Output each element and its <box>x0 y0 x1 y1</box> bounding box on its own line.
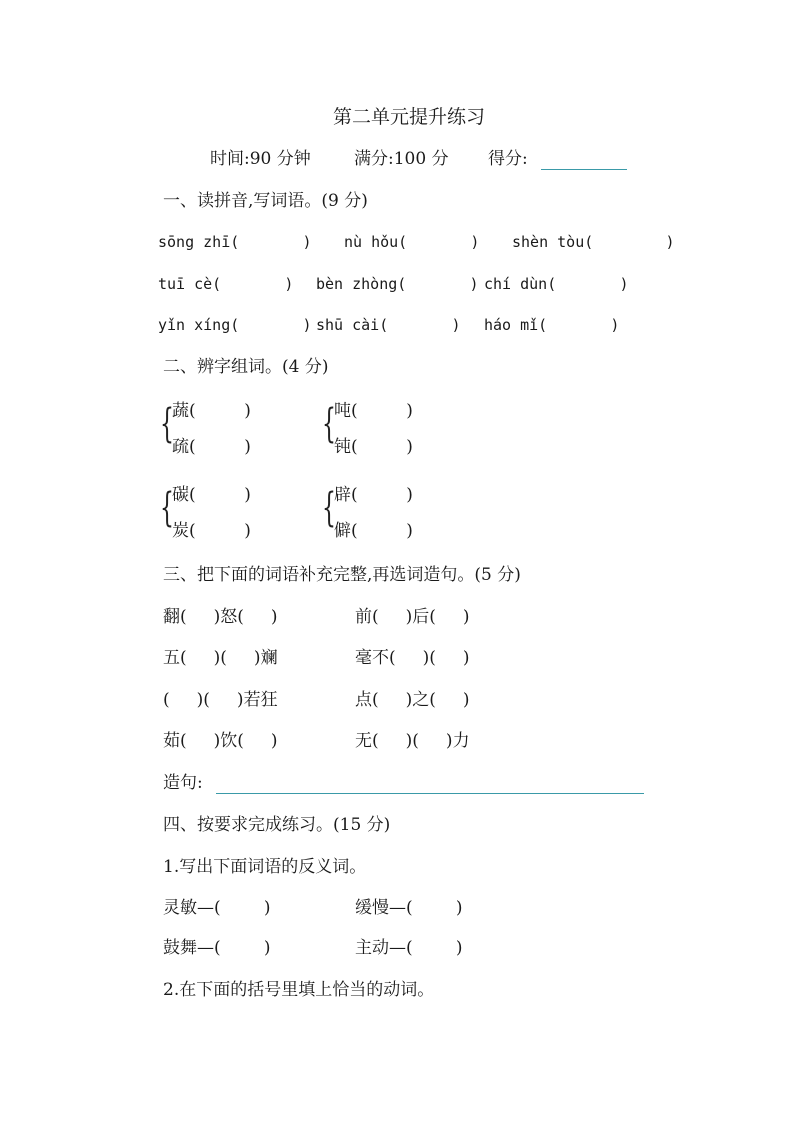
score-blank[interactable] <box>541 169 627 170</box>
idiom-item[interactable]: 无( )( )力 <box>355 731 470 751</box>
idiom-item[interactable]: 五( )( )斓 <box>163 648 278 668</box>
pinyin-item[interactable]: nù hǒu( ) <box>344 233 480 251</box>
idiom-item[interactable]: ( )( )若狂 <box>163 690 278 710</box>
full-score: 满分:100 分 <box>354 149 449 169</box>
pinyin-item[interactable]: tuī cè( ) <box>158 275 294 293</box>
char-item[interactable]: 碳( ) <box>172 485 251 505</box>
idiom-item[interactable]: 翻( )怒( ) <box>163 607 278 627</box>
score-label: 得分: <box>488 149 528 169</box>
idiom-item[interactable]: 前( )后( ) <box>355 607 470 627</box>
pinyin-item[interactable]: shèn tòu( ) <box>512 233 675 251</box>
pinyin-item[interactable]: sōng zhī( ) <box>158 233 312 251</box>
idiom-item[interactable]: 毫不( )( ) <box>355 648 470 668</box>
char-item[interactable]: 钝( ) <box>334 437 413 457</box>
antonym-item[interactable]: 缓慢—( ) <box>355 898 463 918</box>
char-item[interactable]: 吨( ) <box>334 401 413 421</box>
char-item[interactable]: 辟( ) <box>334 485 413 505</box>
pinyin-item[interactable]: háo mǐ( ) <box>484 316 620 334</box>
page-title: 第二单元提升练习 <box>333 106 486 128</box>
question-1-prompt: 1.写出下面词语的反义词。 <box>163 857 367 877</box>
section-1-heading: 一、读拼音,写词语。(9 分) <box>163 191 368 211</box>
idiom-item[interactable]: 点( )之( ) <box>355 690 470 710</box>
antonym-item[interactable]: 鼓舞—( ) <box>163 938 271 958</box>
pinyin-item[interactable]: chí dùn( ) <box>484 275 629 293</box>
question-2-prompt: 2.在下面的括号里填上恰当的动词。 <box>163 980 435 1000</box>
brace-icon: { <box>160 401 174 447</box>
char-item[interactable]: 蔬( ) <box>172 401 251 421</box>
section-3-heading: 三、把下面的词语补充完整,再选词造句。(5 分) <box>163 565 521 585</box>
pinyin-item[interactable]: shū cài( ) <box>316 316 461 334</box>
brace-icon: { <box>322 485 336 531</box>
time-limit: 时间:90 分钟 <box>210 149 311 169</box>
section-2-heading: 二、辨字组词。(4 分) <box>163 357 329 377</box>
char-item[interactable]: 僻( ) <box>334 521 413 541</box>
char-item[interactable]: 炭( ) <box>172 521 251 541</box>
brace-icon: { <box>160 485 174 531</box>
antonym-item[interactable]: 灵敏—( ) <box>163 898 271 918</box>
char-item[interactable]: 疏( ) <box>172 437 251 457</box>
pinyin-item[interactable]: bèn zhòng( ) <box>316 275 479 293</box>
section-4-heading: 四、按要求完成练习。(15 分) <box>163 815 391 835</box>
idiom-item[interactable]: 茹( )饮( ) <box>163 731 278 751</box>
antonym-item[interactable]: 主动—( ) <box>355 938 463 958</box>
pinyin-item[interactable]: yǐn xíng( ) <box>158 316 312 334</box>
sentence-label: 造句: <box>163 773 203 793</box>
brace-icon: { <box>322 401 336 447</box>
sentence-blank[interactable] <box>216 793 644 794</box>
